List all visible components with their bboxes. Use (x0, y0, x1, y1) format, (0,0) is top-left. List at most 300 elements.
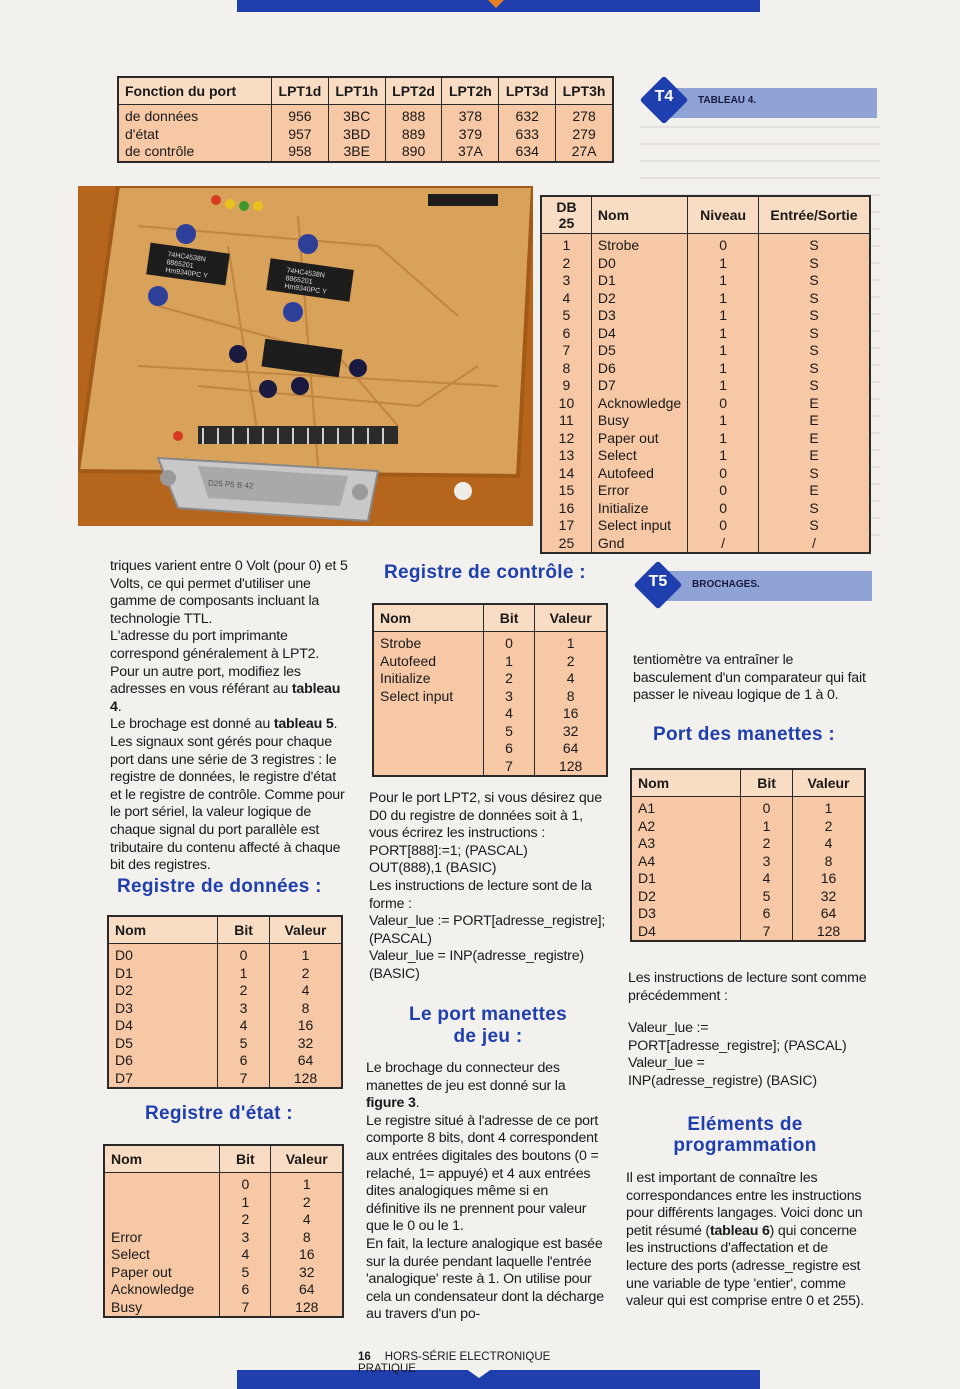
db25-table-cell: S (758, 465, 870, 483)
db25-table-row (541, 234, 870, 255)
db25-table-row (541, 517, 870, 535)
db25-table-cell: 9 (541, 377, 591, 395)
db25-table-cell: 12 (541, 430, 591, 448)
manettes-table-row (631, 870, 865, 888)
db25-table-cell: E (758, 482, 870, 500)
etat-table-cell: 1 (220, 1194, 271, 1212)
db25-table-cell: S (758, 272, 870, 290)
db25-table-cell: Busy (591, 412, 687, 430)
db25-table-cell: E (758, 412, 870, 430)
controle-table-header-1: Bit (483, 604, 534, 632)
etat-table-cell: 4 (220, 1246, 271, 1264)
port-table-header-3: LPT2d (385, 77, 442, 105)
manettes-table-header-0: Nom (631, 769, 741, 797)
manettes-table-cell: A4 (631, 853, 741, 871)
controle-table-cell: 128 (535, 758, 607, 777)
tag-t4-code: T4 (654, 88, 674, 105)
donnees-table-cell: 4 (269, 982, 342, 1000)
donnees-table-cell: D1 (108, 965, 218, 983)
manettes-table-row (631, 888, 865, 906)
controle-table-cell: 4 (483, 705, 534, 723)
db25-table-row (541, 465, 870, 483)
etat-table-cell: Busy (104, 1299, 220, 1318)
db25-table-header-2: Niveau (688, 196, 759, 234)
controle-table-cell (373, 758, 483, 777)
controle-table-header-0: Nom (373, 604, 483, 632)
port-table-cell: 888 (385, 105, 442, 126)
db25-table-cell: 1 (688, 307, 759, 325)
manettes-table-cell: D3 (631, 905, 741, 923)
left-text-paragraph: triques varient entre 0 Volt (pour 0) et 5 Volts, ce qui permet d'utiliser une gamme de composants incluant la technologie TTL. (110, 558, 348, 627)
manettes-table-cell: 3 (741, 853, 793, 871)
footer-notch (465, 1368, 493, 1378)
port-table-cell: 890 (385, 143, 442, 162)
db25-table-cell: S (758, 500, 870, 518)
controle-table-cell: 7 (483, 758, 534, 777)
db25-table-cell: E (758, 430, 870, 448)
db25-table-cell: S (758, 517, 870, 535)
manettes-table-cell: 6 (741, 905, 793, 923)
code-basic-read: Valeur_lue = INP(adresse_registre) (BASIC) (369, 948, 584, 982)
port-table-cell: 632 (499, 105, 556, 126)
pcb-chip-label-2: 74HC4538N 8865201 Hm9340PC Y (283, 267, 328, 296)
etat-table-header-2: Valeur (271, 1145, 343, 1173)
manettes-table-cell: 8 (792, 853, 865, 871)
controle-table-row (373, 688, 607, 706)
right-code-line-3: Valeur_lue = (628, 1055, 705, 1072)
db25-table-cell: 0 (688, 517, 759, 535)
port-table-cell: 889 (385, 126, 442, 144)
manettes-table-row (631, 923, 865, 942)
db25-table-cell: 11 (541, 412, 591, 430)
heading-registre-etat: Registre d'état : (145, 1103, 293, 1124)
controle-table-cell: 1 (483, 653, 534, 671)
port-table-cell: 633 (499, 126, 556, 144)
heading-port-des-manettes: Port des manettes : (653, 724, 836, 745)
db25-table-cell: 4 (541, 290, 591, 308)
etat-table-cell: Acknowledge (104, 1281, 220, 1299)
db25-table-cell: 0 (688, 482, 759, 500)
manettes-table-cell: D1 (631, 870, 741, 888)
heading-registre-controle: Registre de contrôle : (384, 562, 586, 583)
db25-table-cell: 1 (688, 325, 759, 343)
db25-table-cell: 1 (688, 430, 759, 448)
controle-table-header-2: Valeur (535, 604, 607, 632)
port-table-cell: 3BD (328, 126, 385, 144)
db25-table-cell: 2 (541, 255, 591, 273)
db25-table-cell: 13 (541, 447, 591, 465)
db25-table-cell: S (758, 325, 870, 343)
elements-text-paragraph: Il est important de connaître les correspondances entre les instructions pour différents langages. Voici donc un petit résumé (tableau 6) qui concerne les instructions d'affectation et de lecture des ports (adresse_registre est une variable de type 'entier', comme valeur qui est comprise entre 0 et 255). (626, 1170, 865, 1310)
tag-t4-label: TABLEAU 4. (698, 95, 757, 106)
db25-pinout-table (540, 195, 871, 554)
donnees-table-row (108, 965, 342, 983)
donnees-table-row (108, 1070, 342, 1089)
right-text-lecture: Les instructions de lecture sont comme précédemment : (628, 970, 867, 1004)
db25-table-cell: 1 (688, 447, 759, 465)
db25-table-row (541, 272, 870, 290)
left-column-text (110, 558, 348, 875)
db25-table-cell: S (758, 360, 870, 378)
donnees-table-cell: 5 (218, 1035, 270, 1053)
manettes-text-paragraph: Le registre situé à l'adresse de ce port comporte 8 bits, dont 4 correspondent aux entrées digitales des boutons (0 = relaché, 1= appuyé) et 4 aux entrées dites analogiques même si en définitive ils ne prennent pour valeur que le 0 ou le 1. (366, 1112, 599, 1235)
right-text-potentiometre: tentiomètre va entraîner le basculement d'un comparateur qui fait passer le niveau logique de 1 à 0. (633, 652, 866, 704)
controle-table-cell (373, 723, 483, 741)
port-table-header-6: LPT3h (556, 77, 613, 105)
heading-elements-programmation: Eléments de programmation (673, 1114, 817, 1156)
controle-table-cell: 4 (535, 670, 607, 688)
code-pascal-read: Valeur_lue := PORT[adresse_registre]; (PASCAL) (369, 913, 606, 947)
etat-table-cell: 7 (220, 1299, 271, 1318)
db25-table-cell: Gnd (591, 535, 687, 554)
controle-table-cell: Initialize (373, 670, 483, 688)
db25-table-cell: S (758, 290, 870, 308)
etat-table-cell (104, 1173, 220, 1194)
manettes-table-cell: A2 (631, 818, 741, 836)
manettes-table-cell: 5 (741, 888, 793, 906)
db25-table-cell: 1 (688, 255, 759, 273)
donnees-table-header-0: Nom (108, 916, 218, 944)
port-table-cell: 958 (272, 143, 329, 162)
donnees-table-cell: 2 (269, 965, 342, 983)
port-table-cell: d'état (118, 126, 272, 144)
manettes-table-row (631, 905, 865, 923)
port-table-header-2: LPT1h (328, 77, 385, 105)
port-table-cell: 378 (442, 105, 499, 126)
db25-table-cell: 3 (541, 272, 591, 290)
donnees-table-cell: 4 (218, 1017, 270, 1035)
db25-table-cell: D6 (591, 360, 687, 378)
code-basic-write: OUT(888),1 (BASIC) (369, 860, 497, 877)
manettes-table-cell: 4 (741, 870, 793, 888)
donnees-table-header-1: Bit (218, 916, 270, 944)
port-table-cell: 27A (556, 143, 613, 162)
heading-registre-donnees: Registre de données : (117, 876, 322, 897)
port-table-cell: 278 (556, 105, 613, 126)
donnees-table-cell: D7 (108, 1070, 218, 1089)
registre-etat-table (103, 1144, 344, 1318)
port-table-cell: 3BC (328, 105, 385, 126)
tag-t4 (640, 76, 877, 118)
port-table-cell: 279 (556, 126, 613, 144)
etat-table-cell (104, 1211, 220, 1229)
db25-table-cell: / (688, 535, 759, 554)
port-table-row (118, 105, 613, 126)
port-table-header-5: LPT3d (499, 77, 556, 105)
db25-table-cell: 6 (541, 325, 591, 343)
donnees-table-row (108, 1000, 342, 1018)
controle-table-cell (373, 740, 483, 758)
manettes-table-row (631, 853, 865, 871)
donnees-table-row (108, 982, 342, 1000)
db25-table-header-3: Entrée/Sortie (758, 196, 870, 234)
db25-table-cell: 1 (688, 412, 759, 430)
etat-table-row (104, 1173, 343, 1194)
db25-table-cell: 10 (541, 395, 591, 413)
donnees-table-cell: 0 (218, 944, 270, 965)
db25-table-cell: D4 (591, 325, 687, 343)
controle-table-row (373, 705, 607, 723)
right-text-elements (626, 1170, 866, 1311)
etat-table-row (104, 1299, 343, 1318)
controle-table-row (373, 653, 607, 671)
db25-table-cell: 8 (541, 360, 591, 378)
left-text-paragraph: L'adresse du port imprimante correspond généralement à LPT2. Pour un autre port, modifiez les adresses en vous référant au tableau 4. (110, 628, 341, 715)
donnees-table-row (108, 1035, 342, 1053)
db25-table-cell: 0 (688, 465, 759, 483)
etat-table-row (104, 1281, 343, 1299)
manettes-table-cell: 32 (792, 888, 865, 906)
db25-table-cell: 1 (688, 342, 759, 360)
port-table-cell: 634 (499, 143, 556, 162)
pcb-chip-label-1: 74HC4538N 8865201 Hm9340PC Y (164, 251, 209, 280)
etat-table-row (104, 1264, 343, 1282)
etat-table-row (104, 1211, 343, 1229)
port-table-cell: 957 (272, 126, 329, 144)
db25-table-cell: S (758, 307, 870, 325)
controle-table-cell: Strobe (373, 632, 483, 653)
manettes-table-cell: 64 (792, 905, 865, 923)
db25-table-cell: Paper out (591, 430, 687, 448)
etat-table-cell: 3 (220, 1229, 271, 1247)
read-intro: Les instructions de lecture sont de la forme : (369, 877, 592, 912)
db25-table-cell: 1 (688, 272, 759, 290)
port-table-row (118, 143, 613, 162)
controle-table-row (373, 740, 607, 758)
db25-table-cell: 17 (541, 517, 591, 535)
db25-table-header-0: DB 25 (541, 196, 591, 234)
db25-table-row (541, 535, 870, 554)
etat-table-cell: 0 (220, 1173, 271, 1194)
db25-table-cell: 1 (688, 360, 759, 378)
db25-table-row (541, 500, 870, 518)
top-banner-notch (488, 0, 504, 8)
port-manettes-table (630, 768, 866, 942)
controle-table-row (373, 670, 607, 688)
db25-table-cell: Initialize (591, 500, 687, 518)
donnees-table-cell: 1 (218, 965, 270, 983)
tag-t5-code: T5 (648, 573, 668, 590)
donnees-table-cell: 64 (269, 1052, 342, 1070)
heading-port-manettes-jeu: Le port manettes de jeu : (409, 1004, 567, 1047)
db25-table-cell: D5 (591, 342, 687, 360)
controle-table-cell: 8 (535, 688, 607, 706)
pcb-connector-label: D25 P5 B 42 (207, 478, 254, 491)
etat-table-cell: 1 (271, 1173, 343, 1194)
manettes-table-cell: A3 (631, 835, 741, 853)
db25-table-cell: Autofeed (591, 465, 687, 483)
db25-table-cell: Error (591, 482, 687, 500)
donnees-table-cell: 2 (218, 982, 270, 1000)
etat-table-cell: 2 (271, 1194, 343, 1212)
etat-table-cell: Paper out (104, 1264, 220, 1282)
donnees-table-cell: 1 (269, 944, 342, 965)
db25-table-cell: 0 (688, 395, 759, 413)
db25-table-row (541, 342, 870, 360)
db25-table-row (541, 325, 870, 343)
manettes-text-paragraph: En fait, la lecture analogique est basée sur la durée pendant laquelle l'entrée 'analogique' reste à 1. On utilise pour cela un condensateur dont la décharge au travers d'un po- (366, 1235, 604, 1323)
db25-table-cell: E (758, 395, 870, 413)
manettes-table-cell: 16 (792, 870, 865, 888)
manettes-table-header-2: Valeur (792, 769, 865, 797)
donnees-table-cell: 6 (218, 1052, 270, 1070)
db25-table-row (541, 482, 870, 500)
port-table-cell: 379 (442, 126, 499, 144)
donnees-table-row (108, 944, 342, 965)
controle-table-row (373, 758, 607, 777)
controle-table-cell: 16 (535, 705, 607, 723)
etat-table-cell (104, 1194, 220, 1212)
code-pascal-write: PORT[888]:=1; (PASCAL) (369, 842, 528, 859)
footer-bar (237, 1370, 760, 1389)
controle-table-cell: 32 (535, 723, 607, 741)
donnees-table-cell: D5 (108, 1035, 218, 1053)
db25-table-cell: 14 (541, 465, 591, 483)
etat-table-cell: 6 (220, 1281, 271, 1299)
right-code-block (628, 1020, 868, 1090)
db25-table-cell: S (758, 342, 870, 360)
donnees-table-cell: 8 (269, 1000, 342, 1018)
manettes-table-row (631, 818, 865, 836)
manettes-table-row (631, 835, 865, 853)
manettes-table-cell: 0 (741, 797, 793, 818)
donnees-table-cell: 3 (218, 1000, 270, 1018)
manettes-table-cell: 1 (741, 818, 793, 836)
db25-table-header-1: Nom (591, 196, 687, 234)
left-text-paragraph: Le brochage est donné au tableau 5. (110, 716, 338, 733)
db25-table-cell: 1 (688, 290, 759, 308)
db25-table-cell: Select (591, 447, 687, 465)
controle-table-row (373, 632, 607, 653)
page-number: 16 (358, 1351, 371, 1363)
manettes-table-header-1: Bit (741, 769, 793, 797)
donnees-table-cell: D2 (108, 982, 218, 1000)
etat-table-row (104, 1194, 343, 1212)
manettes-table-cell: D2 (631, 888, 741, 906)
db25-table-cell: 5 (541, 307, 591, 325)
db25-table-cell: 25 (541, 535, 591, 554)
db25-table-cell: 0 (688, 500, 759, 518)
controle-table-cell: 5 (483, 723, 534, 741)
db25-table-cell: Acknowledge (591, 395, 687, 413)
right-code-line-1: Valeur_lue := (628, 1020, 709, 1036)
db25-table-cell: 16 (541, 500, 591, 518)
controle-table-cell (373, 705, 483, 723)
manettes-table-cell: 2 (741, 835, 793, 853)
tag-t5-label: BROCHAGES. (692, 579, 760, 590)
port-table-row (118, 126, 613, 144)
left-text-paragraph: Les signaux sont gérés pour chaque port dans une série de 3 registres : le registre de données, le registre d'état et le registre de contrôle. Comme pour le port sériel, la valeur logique de chaque signal du port parallèle est tributaire du contenu affecté à chaque bit des registres. (110, 733, 345, 874)
footer-label (358, 1347, 602, 1375)
db25-table-cell: D3 (591, 307, 687, 325)
lpt2-intro: Pour le port LPT2, si vous désirez que D0 du registre de données soit à 1, vous écrirez les instructions : (369, 790, 602, 842)
etat-table-cell: 8 (271, 1229, 343, 1247)
etat-table-row (104, 1229, 343, 1247)
manettes-jeu-text (366, 1060, 604, 1324)
controle-table-cell: Autofeed (373, 653, 483, 671)
db25-table-row (541, 447, 870, 465)
etat-table-cell: 4 (271, 1211, 343, 1229)
right-code-line-4: INP(adresse_registre) (BASIC) (628, 1072, 817, 1089)
db25-table-row (541, 412, 870, 430)
port-table-cell: 37A (442, 143, 499, 162)
port-table-header-4: LPT2h (442, 77, 499, 105)
manettes-table-cell: 4 (792, 835, 865, 853)
port-table-header-0: Fonction du port (118, 77, 272, 105)
magazine-title: HORS-SÉRIE ELECTRONIQUE PRATIQUE (358, 1351, 551, 1375)
db25-table-cell: Select input (591, 517, 687, 535)
port-table-cell: 956 (272, 105, 329, 126)
port-table-cell: de données (118, 105, 272, 126)
db25-table-cell: Strobe (591, 234, 687, 255)
etat-table-cell: 16 (271, 1246, 343, 1264)
db25-table-cell: 0 (688, 234, 759, 255)
etat-table-cell: 2 (220, 1211, 271, 1229)
etat-table-cell: Error (104, 1229, 220, 1247)
etat-table-row (104, 1246, 343, 1264)
manettes-table-row (631, 797, 865, 818)
controle-table-cell: 3 (483, 688, 534, 706)
db25-table-cell: S (758, 255, 870, 273)
controle-table-cell: 0 (483, 632, 534, 653)
controle-table-cell: 6 (483, 740, 534, 758)
db25-table-cell: E (758, 447, 870, 465)
donnees-table-cell: 7 (218, 1070, 270, 1089)
db25-table-row (541, 307, 870, 325)
manettes-text-paragraph: Le brochage du connecteur des manettes de jeu est donné sur la figure 3. (366, 1060, 566, 1112)
donnees-table-cell: D6 (108, 1052, 218, 1070)
donnees-table-row (108, 1017, 342, 1035)
db25-table-row (541, 430, 870, 448)
controle-table-cell: 1 (535, 632, 607, 653)
db25-table-row (541, 360, 870, 378)
controle-table-cell: Select input (373, 688, 483, 706)
tag-t5 (632, 563, 872, 605)
db25-table-cell: 15 (541, 482, 591, 500)
manettes-table-cell: A1 (631, 797, 741, 818)
donnees-table-cell: 128 (269, 1070, 342, 1089)
donnees-table-cell: D0 (108, 944, 218, 965)
port-table-cell: 3BE (328, 143, 385, 162)
etat-table-header-1: Bit (220, 1145, 271, 1173)
manettes-table-cell: 1 (792, 797, 865, 818)
donnees-table-header-2: Valeur (269, 916, 342, 944)
manettes-table-cell: 128 (792, 923, 865, 942)
controle-table-cell: 2 (535, 653, 607, 671)
db25-table-cell: D1 (591, 272, 687, 290)
db25-table-row (541, 255, 870, 273)
etat-table-cell: 64 (271, 1281, 343, 1299)
pcb-photo (78, 186, 533, 526)
db25-table-cell: D0 (591, 255, 687, 273)
manettes-table-cell: D4 (631, 923, 741, 942)
db25-table-cell: S (758, 234, 870, 255)
db25-table-cell: / (758, 535, 870, 554)
db25-table-cell: 1 (688, 377, 759, 395)
donnees-table-row (108, 1052, 342, 1070)
etat-table-cell: 128 (271, 1299, 343, 1318)
db25-table-cell: 1 (541, 234, 591, 255)
db25-table-cell: D2 (591, 290, 687, 308)
controle-table-cell: 2 (483, 670, 534, 688)
etat-table-cell: 5 (220, 1264, 271, 1282)
donnees-table-cell: 16 (269, 1017, 342, 1035)
manettes-table-cell: 2 (792, 818, 865, 836)
registre-controle-table (372, 603, 608, 777)
port-table-cell: de contrôle (118, 143, 272, 162)
etat-table-cell: Select (104, 1246, 220, 1264)
controle-table-row (373, 723, 607, 741)
